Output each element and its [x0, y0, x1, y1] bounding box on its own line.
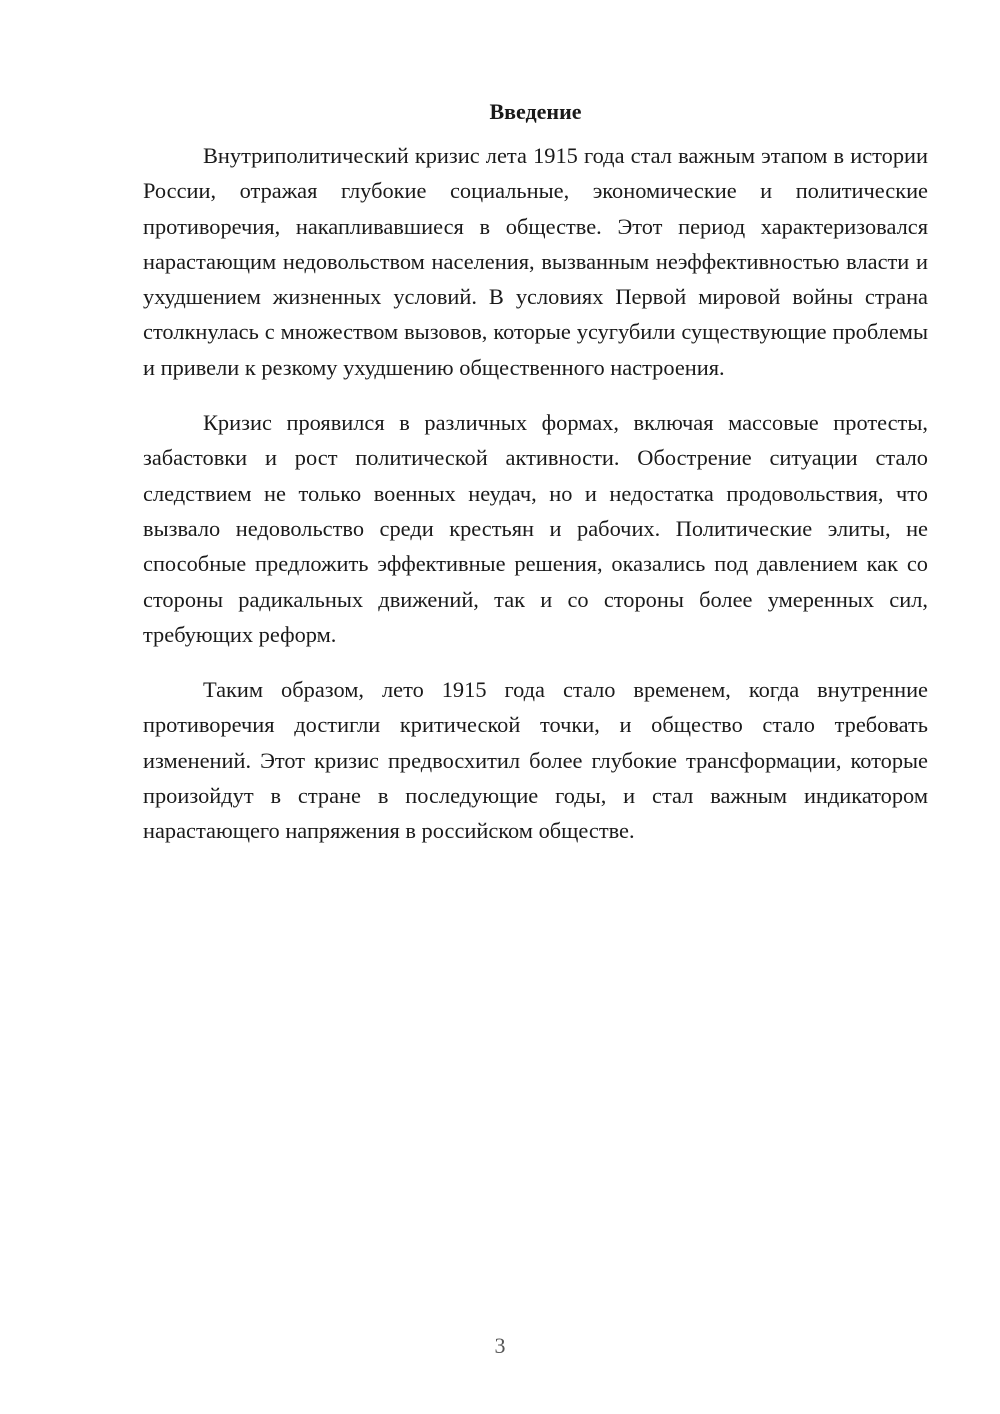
paragraph-2: Кризис проявился в различных формах, включая массовые протесты, забастовки и рост политической активности. Обострение ситуации стало следствием не только военных неудач, но и недостатка продовольствия, что вызвало недовольство среди крестьян и рабочих. Политические элиты, не способные предложить эффективные решения, оказались под давлением как со стороны радикальных движений, так и со стороны более умеренных сил, требующих реформ. [143, 410, 928, 647]
page-number: 3 [494, 1333, 506, 1358]
page-title: Введение [489, 99, 582, 124]
paragraph-3: Таким образом, лето 1915 года стало временем, когда внутренние противоречия достигли критической точки, и общество стало требовать изменений. Этот кризис предвосхитил более глубокие трансформации, которые произойдут в стране в последующие годы, и стал важным индикатором нарастающего напряжения в российском обществе. [143, 677, 928, 844]
page-content [143, 96, 928, 869]
paragraph-1: Внутриполитический кризис лета 1915 года стал важным этапом в истории России, отражая глубокие социальные, экономические и политические противоречия, накапливавшиеся в обществе. Этот период характеризовался нарастающим недовольством населения, вызванным неэффективностью власти и ухудшением жизненных условий. В условиях Первой мировой войны страна столкнулась с множеством вызовов, которые усугубили существующие проблемы и привели к резкому ухудшению общественного настроения. [143, 143, 928, 380]
